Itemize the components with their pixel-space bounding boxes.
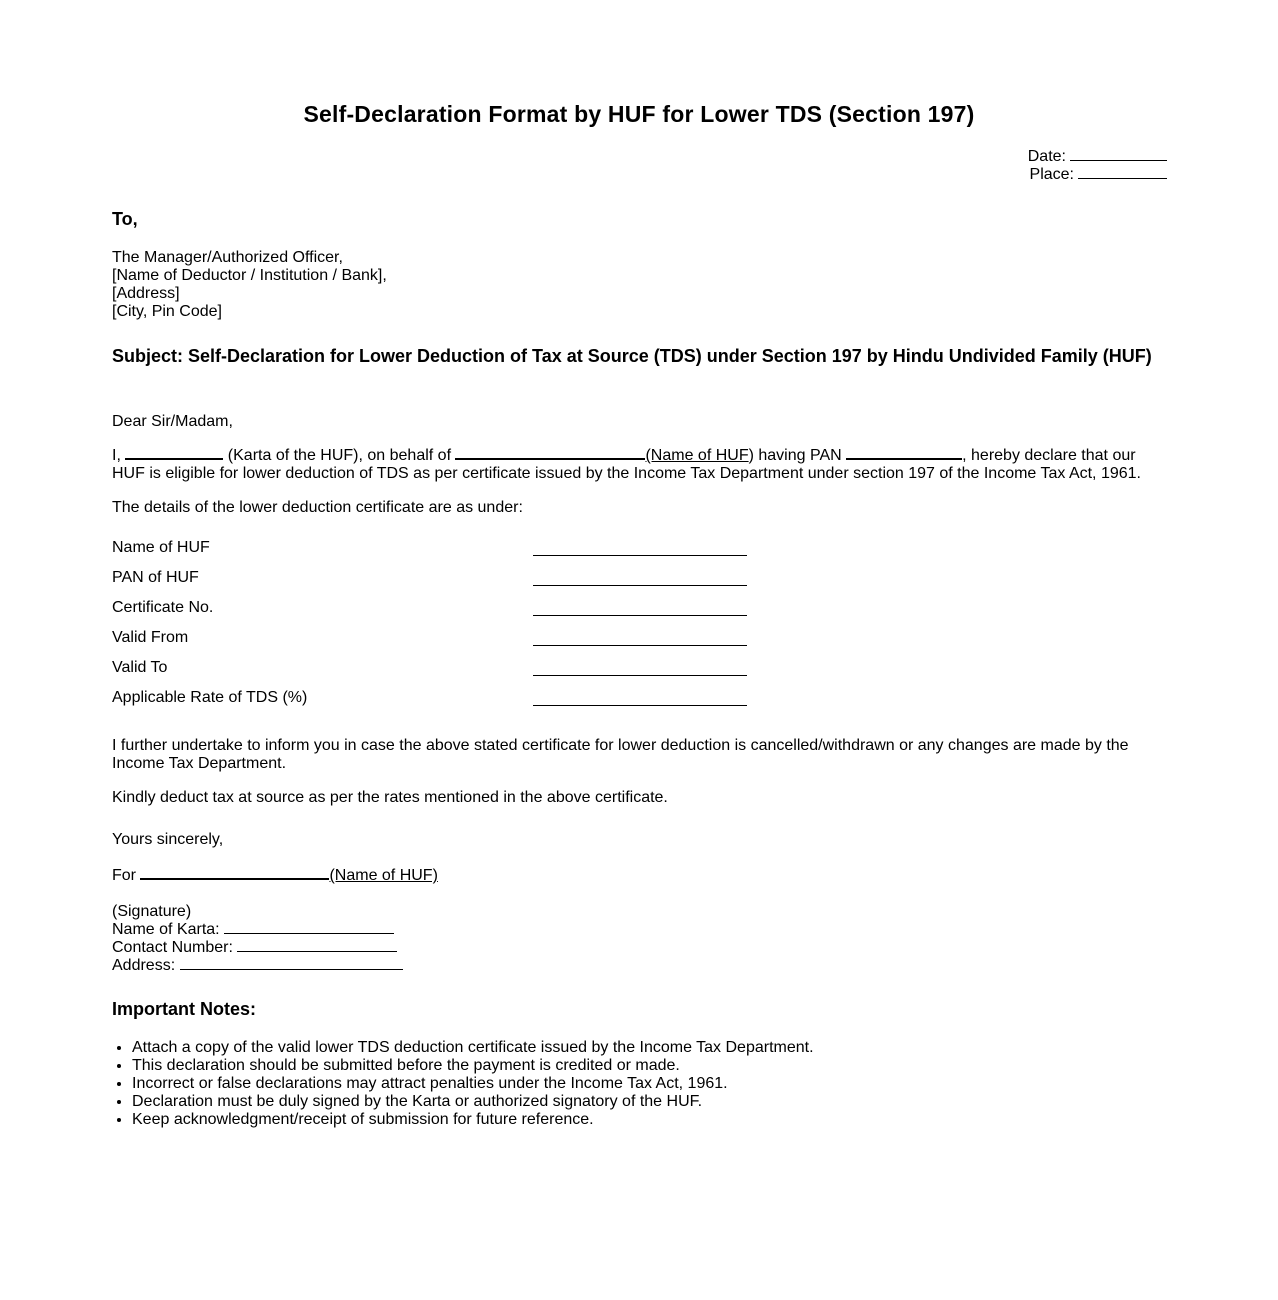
detail-label: Certificate No.: [112, 599, 214, 616]
to-heading: To,: [112, 209, 138, 229]
closing-text: Yours sincerely,: [112, 831, 224, 848]
huf-name-blank: [455, 448, 645, 460]
detail-row: [112, 530, 812, 560]
details-table: [112, 530, 812, 710]
salutation: Dear Sir/Madam,: [112, 413, 233, 430]
detail-blank: [533, 615, 747, 616]
signature-block: [112, 903, 1152, 975]
for-huf-line: [112, 867, 1152, 885]
detail-label: Valid To: [112, 659, 168, 676]
pan-blank: [846, 448, 962, 460]
declaration-having-pan: ) having PAN: [748, 447, 842, 464]
declaration-rest: , hereby declare that our HUF is eligible for lower deduction of TDS as per certificate issued by the Income Tax Department under section 197 of the Income Tax Act, 1961.: [112, 447, 1141, 482]
document-title: Self-Declaration Format by HUF for Lower TDS (Section 197): [303, 101, 975, 127]
date-place-block: [1028, 148, 1167, 184]
detail-blank: [533, 585, 747, 586]
detail-row: [112, 620, 812, 650]
detail-blank: [533, 645, 747, 646]
recipient-line: [City, Pin Code]: [112, 303, 222, 320]
list-item: • Incorrect or false declarations may attract penalties under the Income Tax Act, 1961.: [132, 1075, 1172, 1093]
list-item: • Declaration must be duly signed by the Karta or authorized signatory of the HUF.: [132, 1093, 1172, 1111]
address-blank: [180, 957, 403, 970]
date-blank: [1070, 148, 1167, 161]
declaration-paragraph: [112, 447, 1157, 483]
detail-label: Applicable Rate of TDS (%): [112, 689, 308, 706]
detail-label: Valid From: [112, 629, 189, 646]
place-blank: [1078, 166, 1167, 179]
detail-blank: [533, 555, 747, 556]
signature-label: (Signature): [112, 903, 192, 920]
karta-name-sig-blank: [224, 921, 394, 934]
for-huf-name: (Name of HUF): [329, 867, 438, 884]
list-item: • Attach a copy of the valid lower TDS deduction certificate issued by the Income Tax Department.: [132, 1039, 1172, 1057]
detail-blank: [533, 675, 747, 676]
declaration-prefix: I,: [112, 447, 121, 464]
recipient-line: [Name of Deductor / Institution / Bank],: [112, 267, 387, 284]
address-row: [112, 957, 1152, 975]
declaration-huf-name: (Name of HUF: [645, 447, 749, 464]
kindly-deduct-paragraph: Kindly deduct tax at source as per the rates mentioned in the above certificate.: [112, 789, 668, 806]
detail-row: [112, 590, 812, 620]
recipient-address: [112, 249, 1152, 321]
contact-number-blank: [237, 939, 397, 952]
detail-label: Name of HUF: [112, 539, 210, 556]
detail-label: PAN of HUF: [112, 569, 199, 586]
for-label: For: [112, 867, 136, 884]
recipient-line: The Manager/Authorized Officer,: [112, 249, 343, 266]
list-item: • This declaration should be submitted before the payment is credited or made.: [132, 1057, 1172, 1075]
karta-name-row: [112, 921, 1152, 939]
for-huf-blank: [140, 868, 329, 880]
important-notes-heading: Important Notes:: [112, 999, 256, 1019]
place-label: Place:: [1029, 166, 1074, 183]
undertaking-paragraph: I further undertake to inform you in case the above stated certificate for lower deduction is cancelled/withdrawn or any changes are made by the Income Tax Department.: [112, 737, 1129, 772]
detail-row: [112, 650, 812, 680]
detail-blank: [533, 705, 747, 706]
detail-row: [112, 560, 812, 590]
contact-number-label: Contact Number:: [112, 939, 233, 956]
date-label: Date:: [1027, 148, 1066, 165]
address-label: Address:: [112, 957, 176, 974]
karta-name-blank: [125, 448, 223, 460]
karta-name-label: Name of Karta:: [112, 921, 220, 938]
list-item: • Keep acknowledgment/receipt of submission for future reference.: [132, 1111, 1172, 1129]
subject-heading: Subject: Self-Declaration for Lower Deduction of Tax at Source (TDS) under Section 197 by Hindu Undivided Family (HUF): [112, 346, 1152, 366]
contact-number-row: [112, 939, 1152, 957]
details-intro: The details of the lower deduction certificate are as under:: [112, 499, 523, 516]
date-row: [1028, 148, 1167, 166]
declaration-karta-text: (Karta of the HUF), on behalf of: [227, 447, 452, 464]
recipient-line: [Address]: [112, 285, 180, 302]
place-row: [1028, 166, 1167, 184]
detail-row: [112, 680, 812, 710]
important-notes-list: [112, 1039, 1172, 1129]
